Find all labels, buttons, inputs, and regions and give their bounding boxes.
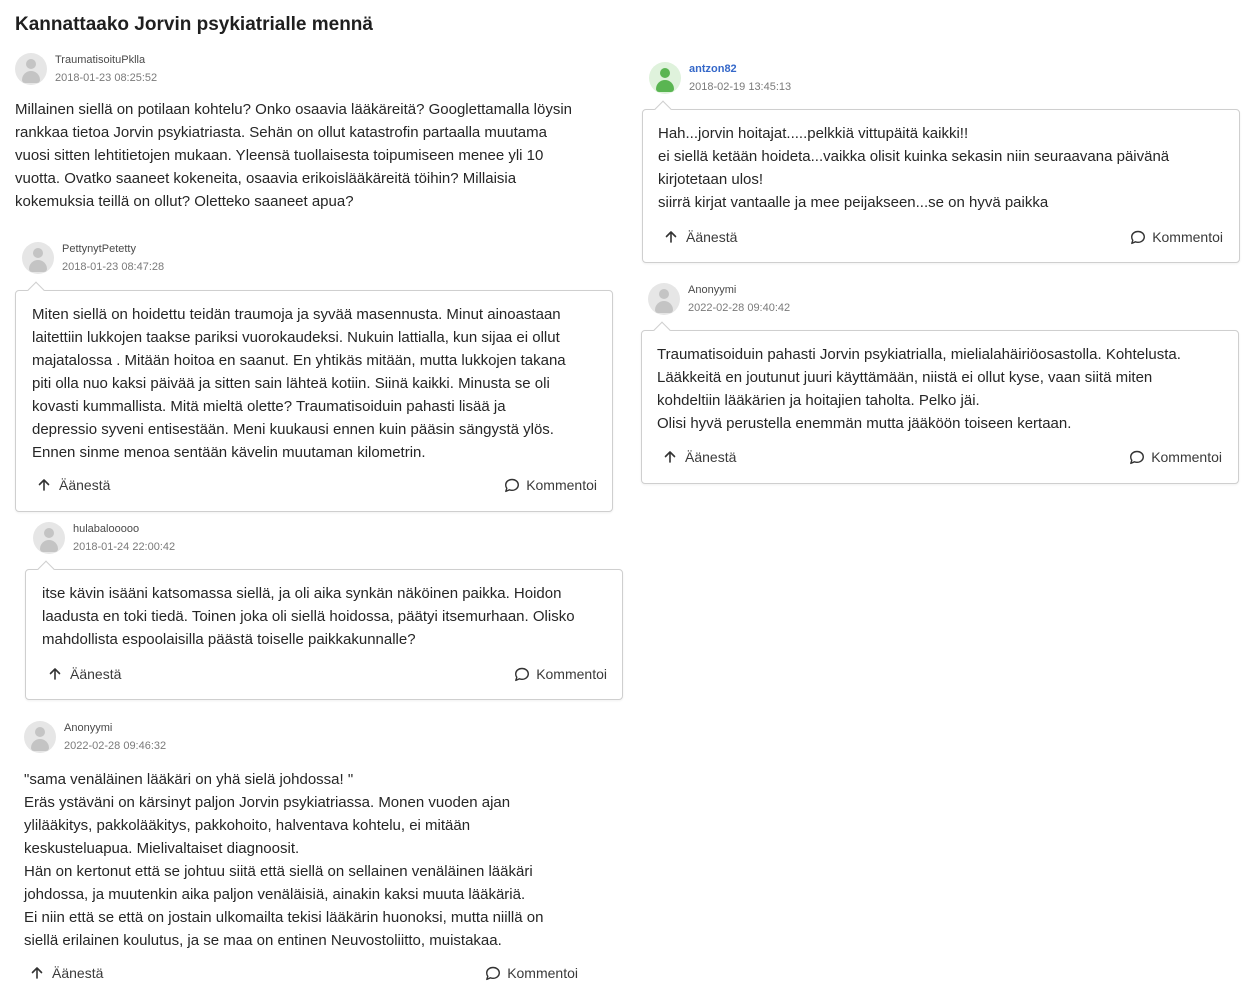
- username[interactable]: Anonyymi: [64, 722, 113, 734]
- comment-button[interactable]: [514, 666, 607, 682]
- comment-bubble-icon: [1130, 230, 1146, 245]
- vote-button[interactable]: [48, 666, 121, 682]
- vote-button[interactable]: [663, 449, 736, 465]
- vote-label: Äänestä: [685, 449, 737, 465]
- body-line: Olisi hyvä perustella enemmän mutta jääköön toiseen kertaan.: [657, 415, 1072, 432]
- body-line: kohdeltiin lääkärien ja hoitajien taholta. Pelko jäi.: [657, 392, 980, 409]
- post-actions: [663, 449, 1222, 469]
- timestamp: 2022-02-28 09:40:42: [688, 302, 791, 314]
- avatar-icon[interactable]: [15, 53, 47, 85]
- page-title: Kannattaako Jorvin psykiatrialle mennä: [15, 14, 373, 35]
- body-line: Ei niin että se että on jostain ulkomailta tekisi lääkärin huonoksi, mutta niillä on: [24, 909, 544, 926]
- arrow-up-icon: [664, 230, 678, 244]
- body-line: vuosi sitten lehtitietojen mukaan. Yleensä tuollaisesta toipumiseen menee yli 10: [15, 147, 544, 164]
- comment-label: Kommentoi: [1151, 449, 1222, 465]
- post-actions: [37, 477, 597, 497]
- username[interactable]: Anonyymi: [688, 284, 737, 296]
- body-line: ei siellä ketään hoideta...vaikka olisit kuinka sekasin niin seuraavana päivänä: [658, 148, 1170, 165]
- post-body: [24, 768, 604, 952]
- post-actions: [30, 965, 578, 985]
- body-line: depressio syveni entisestään. Meni kuukausi ennen kuin pääsin sängystä ylös.: [32, 421, 554, 438]
- comment-button[interactable]: [504, 477, 597, 493]
- post-author-row: [24, 721, 166, 753]
- arrow-up-icon: [37, 478, 51, 492]
- post-body: [657, 343, 1227, 435]
- avatar-icon[interactable]: [22, 242, 54, 274]
- avatar-icon[interactable]: [649, 62, 681, 94]
- body-line: laitettiin lukkojen taakse pariksi vuorokaudeksi. Nukuin lattialla, kun sijaa ei ollut: [32, 329, 560, 346]
- vote-label: Äänestä: [52, 965, 104, 981]
- body-line: itse kävin isääni katsomassa siellä, ja oli aika synkän näköinen paikka. Hoidon: [42, 585, 562, 602]
- username[interactable]: TraumatisoituPklla: [55, 54, 146, 66]
- body-line: mahdollista espoolaisilla päästä toiselle paikkakunnalle?: [42, 631, 416, 648]
- reply-card: [642, 109, 1240, 263]
- comment-bubble-icon: [504, 478, 520, 493]
- comment-bubble-icon: [485, 966, 501, 981]
- post-author-row: [649, 62, 791, 94]
- body-line: kovasti kummallista. Mitä mieltä olette? Traumatisoiduin pahasti lisää ja: [32, 398, 506, 415]
- arrow-up-icon: [663, 450, 677, 464]
- body-line: Millainen siellä on potilaan kohtelu? Onko osaavia lääkäreitä? Googlettamalla löysin: [15, 101, 572, 118]
- post-author-row: [648, 283, 790, 315]
- post-author-row: [33, 522, 175, 554]
- avatar-icon[interactable]: [648, 283, 680, 315]
- comment-bubble-icon: [514, 667, 530, 682]
- vote-button[interactable]: [37, 477, 110, 493]
- body-line: Ennen sinme menoa sentään kävelin muutaman kilometrin.: [32, 444, 426, 461]
- body-line: keskusteluapua. Mielivaltaiset diagnoosit.: [24, 840, 300, 857]
- comment-button[interactable]: [485, 965, 578, 981]
- username[interactable]: PettynytPetetty: [62, 243, 136, 255]
- vote-button[interactable]: [664, 229, 737, 245]
- body-line: kirjotetaan ulos!: [658, 171, 764, 188]
- comment-label: Kommentoi: [536, 666, 607, 682]
- comment-button[interactable]: [1130, 229, 1223, 245]
- timestamp: 2018-01-23 08:25:52: [55, 72, 158, 84]
- body-line: rankkaa tietoa Jorvin psykiatriasta. Sehän on ollut katastrofin partaalla muutama: [15, 124, 547, 141]
- post-body: [42, 582, 612, 651]
- comment-label: Kommentoi: [1152, 229, 1223, 245]
- reply-card: [25, 569, 623, 700]
- body-line: vuotta. Ovatko saaneet kokeneita, osaavia erikoislääkäreitä töihin? Millaisia: [15, 170, 517, 187]
- body-line: "sama venäläinen lääkäri on yhä sielä johdossa! ": [24, 771, 354, 788]
- body-line: Hah...jorvin hoitajat.....pelkkiä vittupäitä kaikki!!: [658, 125, 969, 142]
- post-author-row: [15, 53, 157, 85]
- body-line: siellä erilainen koulutus, ja se maa on entinen Neuvostoliitto, muistakaa.: [24, 932, 502, 949]
- username[interactable]: hulabalooooo: [73, 523, 140, 535]
- reply-card: [641, 330, 1239, 484]
- arrow-up-icon: [30, 966, 44, 980]
- post-actions: [664, 229, 1223, 249]
- body-line: Lääkkeitä en joutunut juuri käyttämään, niistä ei ollut kyse, vaan siitä miten: [657, 369, 1153, 386]
- vote-label: Äänestä: [686, 229, 738, 245]
- timestamp: 2018-01-23 08:47:28: [62, 261, 165, 273]
- body-line: majatalossa . Mitään hoitoa en saanut. En yhtikäs mitään, mutta lukkojen takana: [32, 352, 566, 369]
- body-line: johdossa, ja muutenkin aika paljon venäläisiä, ainakin kaksi muuta lääkäriä.: [24, 886, 526, 903]
- post-body: [32, 303, 602, 464]
- post-body: [15, 98, 615, 213]
- body-line: siirrä kirjat vantaalle ja mee peijakseen...se on hyvä paikka: [658, 194, 1049, 211]
- body-line: Miten siellä on hoidettu teidän traumoja ja syvää masennusta. Minut ainoastaan: [32, 306, 561, 323]
- vote-label: Äänestä: [70, 666, 122, 682]
- body-line: piti olla nuo kaksi päivää ja sitten sain lähteä kotiin. Siinä kaikki. Minusta se oli: [32, 375, 550, 392]
- comment-label: Kommentoi: [526, 477, 597, 493]
- body-line: Eräs ystäväni on kärsinyt paljon Jorvin psykiatriassa. Monen vuoden ajan: [24, 794, 511, 811]
- body-line: ylilääkitys, pakkolääkitys, pakkohoito, halventava kohtelu, ei mitään: [24, 817, 471, 834]
- avatar-icon[interactable]: [33, 522, 65, 554]
- post-author-row: [22, 242, 164, 274]
- post-actions: [48, 666, 607, 686]
- timestamp: 2022-02-28 09:46:32: [64, 740, 167, 752]
- reply-card: [15, 290, 613, 512]
- comment-button[interactable]: [1129, 449, 1222, 465]
- post-body: [658, 122, 1228, 214]
- vote-label: Äänestä: [59, 477, 111, 493]
- timestamp: 2018-02-19 13:45:13: [689, 81, 792, 93]
- body-line: kokemuksia teillä on ollut? Oletteko saaneet apua?: [15, 193, 354, 210]
- avatar-icon[interactable]: [24, 721, 56, 753]
- comment-label: Kommentoi: [507, 965, 578, 981]
- vote-button[interactable]: [30, 965, 103, 981]
- timestamp: 2018-01-24 22:00:42: [73, 541, 176, 553]
- arrow-up-icon: [48, 667, 62, 681]
- body-line: Hän on kertonut että se johtuu siitä että siellä on sellainen venäläinen lääkäri: [24, 863, 533, 880]
- body-line: laadusta en toki tiedä. Toinen joka oli siellä hoidossa, päätyi itsemurhaan. Olisko: [42, 608, 575, 625]
- comment-bubble-icon: [1129, 450, 1145, 465]
- body-line: Traumatisoiduin pahasti Jorvin psykiatrialla, mielialahäiriöosastolla. Kohtelusta.: [657, 346, 1181, 363]
- username-link[interactable]: antzon82: [689, 63, 737, 75]
